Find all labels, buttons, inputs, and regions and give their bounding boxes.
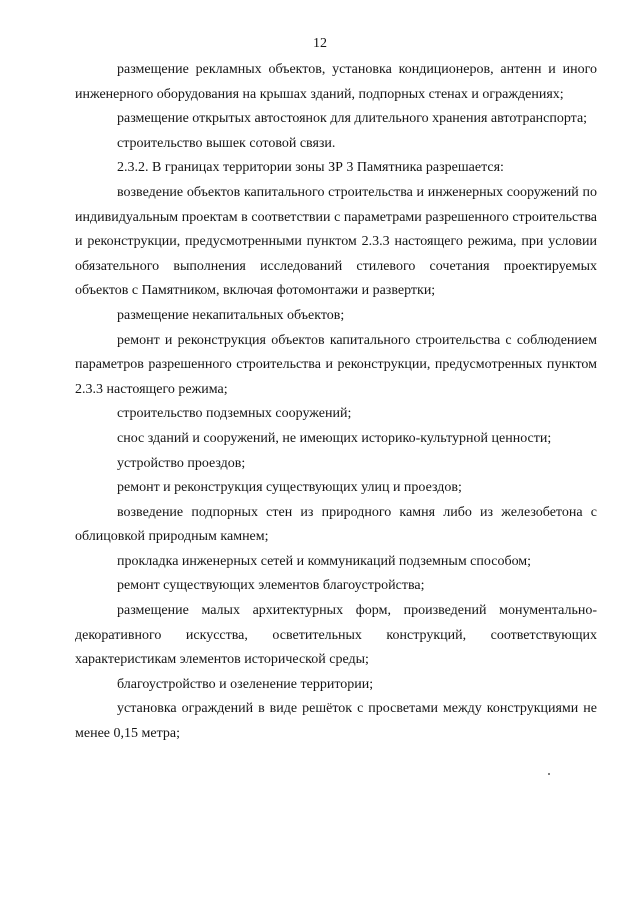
paragraph-small-architectural-forms: размещение малых архитектурных форм, произведений монументально-декоративного искусства, осветительных конструкций, соответствующих характеристикам элементов исторической среды; [75, 603, 597, 668]
paragraph-driveways: устройство проездов; [117, 455, 246, 471]
paragraph-advertising-objects: размещение рекламных объектов, установка кондиционеров, антенн и иного инженерного оборудования на крышах зданий, подпорных стенах и ограждениях; [75, 62, 597, 102]
paragraph-cell-towers: строительство вышек сотовой связи. [117, 135, 336, 151]
paragraph-landscaping-repair: ремонт существующих элементов благоустройства; [117, 578, 425, 594]
paragraph-streets-repair: ремонт и реконструкция существующих улиц и проездов; [117, 480, 462, 496]
paragraph-utility-networks: прокладка инженерных сетей и коммуникаций подземным способом; [117, 553, 532, 569]
paragraph-capital-construction: возведение объектов капитального строительства и инженерных сооружений по индивидуальным проектам в соответствии с параметрами разрешенного строительства и реконструкции, предусмотренными пунктом 2.3.3 настоящего режима, при условии обязательного выполнения исследований стилевого сочетания проектируемых объектов с Памятником, включая фотомонтажи и развертки; [75, 184, 597, 299]
paragraph-demolition: снос зданий и сооружений, не имеющих историко-культурной ценности; [117, 430, 552, 446]
paragraph-underground-structures: строительство подземных сооружений; [117, 406, 352, 422]
paragraph-non-capital-objects: размещение некапитальных объектов; [117, 307, 345, 323]
paragraph-open-parking: размещение открытых автостоянок для длительного хранения автотранспорта; [117, 111, 588, 127]
document-body [75, 58, 597, 747]
page-number: 12 [313, 36, 327, 51]
paragraph-fences: установка ограждений в виде решёток с просветами между конструкциями не менее 0,15 метра; [75, 701, 597, 742]
paragraph-retaining-walls: возведение подпорных стен из природного камня либо из железобетона с облицовкой природным камнем; [75, 504, 597, 545]
scan-speck [548, 773, 550, 775]
paragraph-greening: благоустройство и озеленение территории; [117, 676, 374, 692]
paragraph-repair-reconstruction: ремонт и реконструкция объектов капитального строительства с соблюдением параметров разрешенного строительства и реконструкции, предусмотренных пунктом 2.3.3 настоящего режима; [75, 332, 597, 397]
section-heading-2-3-2: 2.3.2. В границах территории зоны ЗР 3 Памятника разрешается: [117, 160, 504, 176]
